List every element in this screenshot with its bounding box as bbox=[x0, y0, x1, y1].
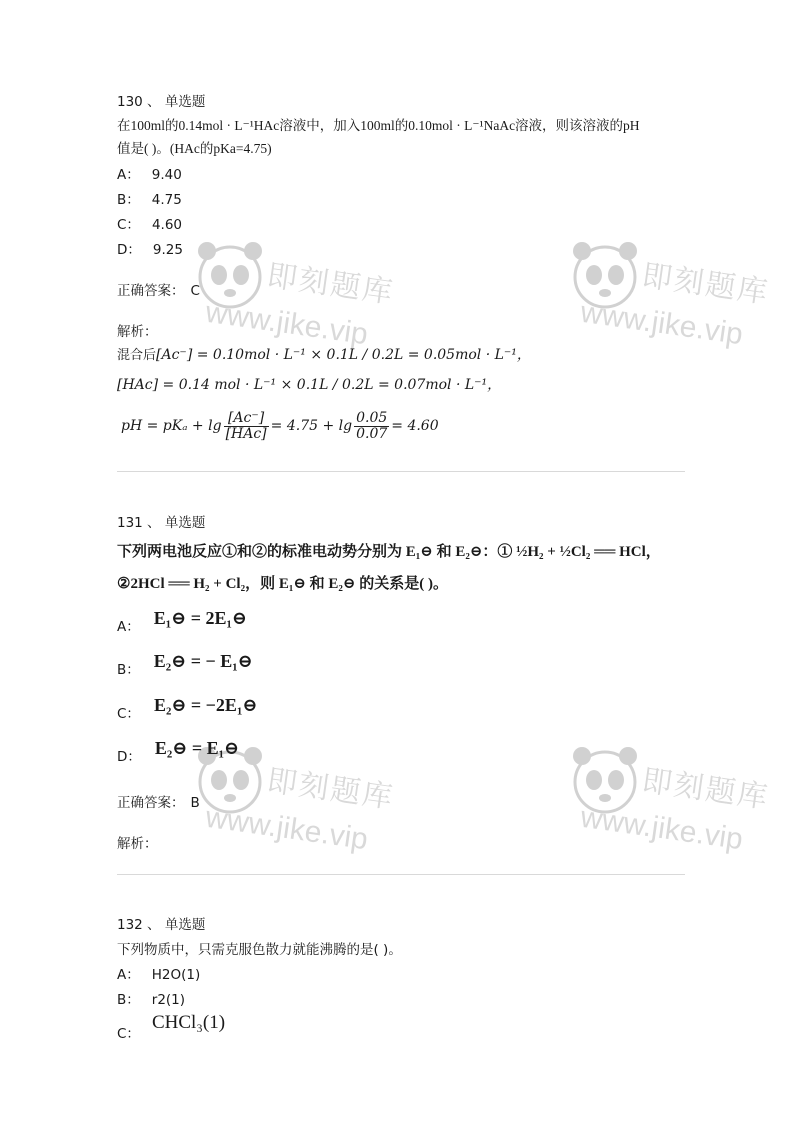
option-letter: C： bbox=[117, 217, 140, 233]
option-letter: B： bbox=[117, 662, 140, 678]
divider bbox=[117, 874, 685, 875]
answer-label: 正确答案： bbox=[117, 283, 185, 299]
option-letter: D： bbox=[117, 242, 141, 258]
question-131-header: 131 、 单选题 bbox=[117, 515, 206, 531]
question-131-option-c[interactable] bbox=[117, 690, 257, 722]
equation-mid: = 4.75 + lg bbox=[270, 418, 353, 434]
option-text: r2(1) bbox=[151, 992, 186, 1008]
watermark bbox=[570, 235, 800, 355]
equation-lhs: pH = pKₐ + lg bbox=[121, 418, 222, 434]
watermark bbox=[195, 235, 425, 355]
analysis-130-line3 bbox=[121, 403, 439, 449]
option-formula: E₁⊖ = 2E₁⊖ bbox=[153, 608, 247, 628]
fraction-values bbox=[354, 411, 389, 442]
watermark-url: www.jike.vip bbox=[578, 295, 745, 352]
panda-logo-icon bbox=[570, 235, 640, 315]
option-letter: A： bbox=[117, 967, 140, 983]
watermark-brand: 即刻题库 bbox=[264, 258, 397, 311]
option-letter: D： bbox=[117, 749, 141, 765]
question-130-answer bbox=[117, 279, 200, 299]
question-131-stem-line1: 下列两电池反应①和②的标准电动势分别为 E₁⊖ 和 E₂⊖：① ½H₂ + ½Cl₂ ══ HCl， bbox=[117, 544, 661, 560]
question-130-option-a[interactable] bbox=[117, 163, 182, 183]
fraction-numerator: 0.05 bbox=[356, 409, 388, 426]
watermark-url: www.jike.vip bbox=[203, 295, 370, 352]
question-131-option-d[interactable] bbox=[117, 733, 239, 765]
option-letter: B： bbox=[117, 992, 140, 1008]
fraction-numerator: [Ac⁻] bbox=[224, 411, 269, 427]
question-130-option-d[interactable] bbox=[117, 238, 183, 258]
watermark-url: www.jike.vip bbox=[578, 800, 745, 857]
question-132-option-b[interactable] bbox=[117, 988, 185, 1008]
question-132-stem: 下列物质中，只需克服色散力就能沸腾的是( )。 bbox=[117, 942, 402, 958]
option-text: 4.75 bbox=[151, 192, 182, 208]
question-130-stem-line2: 值是( )。(HAc的pKa=4.75) bbox=[117, 141, 272, 156]
divider bbox=[117, 471, 685, 472]
answer-value: B bbox=[190, 795, 200, 811]
question-130-stem-line1: 在100ml的0.14mol · L⁻¹HAc溶液中，加入100ml的0.10mol · L⁻¹NaAc溶液，则该溶液的pH bbox=[117, 118, 640, 133]
panda-logo-icon bbox=[195, 235, 265, 315]
watermark-brand: 即刻题库 bbox=[639, 763, 772, 816]
option-text: H2O(1) bbox=[151, 967, 201, 983]
watermark-url: www.jike.vip bbox=[203, 800, 370, 857]
question-131-option-b[interactable] bbox=[117, 646, 253, 678]
option-letter: C： bbox=[117, 706, 140, 722]
analysis-prefix: 混合后 bbox=[117, 348, 157, 363]
answer-label: 正确答案： bbox=[117, 795, 185, 811]
fraction-denominator: 0.07 bbox=[356, 425, 388, 442]
panda-logo-icon bbox=[570, 740, 640, 820]
option-text: 9.25 bbox=[152, 242, 183, 258]
question-131-analysis-label: 解析： bbox=[117, 836, 158, 852]
question-130-header: 130 、 单选题 bbox=[117, 94, 206, 110]
question-131-answer bbox=[117, 791, 200, 811]
option-letter: B： bbox=[117, 192, 140, 208]
question-130-option-b[interactable] bbox=[117, 188, 182, 208]
question-130-analysis-label: 解析： bbox=[117, 324, 158, 340]
watermark-brand: 即刻题库 bbox=[264, 763, 397, 816]
equation-result: = 4.60 bbox=[391, 418, 439, 434]
option-formula: CHCl₃(1) bbox=[151, 1012, 226, 1033]
question-130-option-c[interactable] bbox=[117, 213, 182, 233]
question-131-option-a[interactable] bbox=[117, 603, 247, 635]
question-132-option-c[interactable] bbox=[117, 1012, 225, 1042]
fraction-denominator: [HAc] bbox=[225, 425, 267, 442]
option-text: 9.40 bbox=[151, 167, 182, 183]
question-131-stem-line2: ②2HCl ══ H₂ + Cl₂，则 E₁⊖ 和 E₂⊖ 的关系是( )。 bbox=[117, 576, 448, 592]
watermark-brand: 即刻题库 bbox=[639, 258, 772, 311]
fraction-ac-over-hac bbox=[224, 411, 269, 442]
question-132-option-a[interactable] bbox=[117, 963, 200, 983]
option-formula: E₂⊖ = −2E₁⊖ bbox=[153, 695, 258, 715]
analysis-130-line2: [HAc] = 0.14 mol · L⁻¹ × 0.1L / 0.2L = 0.07mol · L⁻¹， bbox=[117, 377, 502, 393]
option-formula: E₂⊖ = E₁⊖ bbox=[154, 738, 240, 758]
watermark bbox=[570, 740, 800, 860]
analysis-equation-1: [Ac⁻] = 0.10mol · L⁻¹ × 0.1L / 0.2L = 0.05mol · L⁻¹， bbox=[156, 347, 531, 363]
analysis-130-line1 bbox=[117, 344, 531, 364]
option-letter: C： bbox=[117, 1026, 140, 1042]
option-formula: E₂⊖ = − E₁⊖ bbox=[153, 651, 253, 671]
option-letter: A： bbox=[117, 167, 140, 183]
option-letter: A： bbox=[117, 619, 140, 635]
question-132-header: 132 、 单选题 bbox=[117, 917, 206, 933]
option-text: 4.60 bbox=[151, 217, 182, 233]
answer-value: C bbox=[190, 283, 200, 299]
